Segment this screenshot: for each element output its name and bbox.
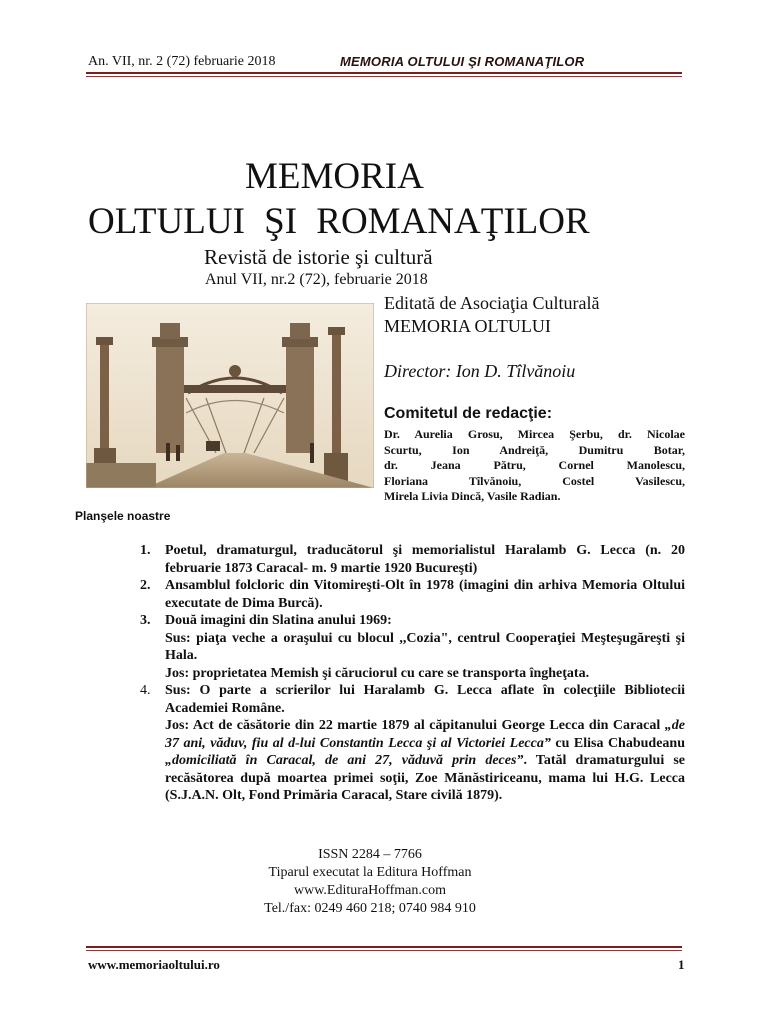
list-item-text: Sus: piaţa veche a oraşului cu blocul ,,Cozia", centrul Cooperaţiei Meşteşugăreşti şi Hala. xyxy=(165,630,685,663)
list-item-number: 4. xyxy=(140,683,151,698)
list-item-text: Sus: O parte a scrierilor lui Haralamb G. Lecca aflate în colecţiile Bibliotecii Academiei Române. xyxy=(165,683,685,716)
deed-text: Jos: Act de căsătorie din 22 martie 1879 al căpitanului George Lecca din Caracal xyxy=(165,718,665,733)
page-number: 1 xyxy=(678,957,685,972)
header-rule xyxy=(86,72,682,74)
bridge-photo xyxy=(86,303,374,488)
deed-text: . Tatăl dramaturgului se recăsătorea după moartea primei soţii, Zoe Mănăstiriceanu, mama lui H.G. Lecca (S.J.A.N. Olt, Fond Primăria Caracal, Stare civilă 1879). xyxy=(165,753,685,803)
list-item xyxy=(140,577,685,612)
issn: ISSN 2284 – 7766 xyxy=(318,847,422,862)
committee-line: Floriana Tîlvănoiu, Costel Vasilescu, xyxy=(384,473,685,488)
committee-line: Mirela Livia Dincă, Vasile Radian. xyxy=(384,489,561,504)
list-item-text: Poetul, dramaturgul, traducătorul şi memorialistul Haralamb G. Lecca (n. 20 februarie 1873 Caracal- m. 9 martie 1920 Bucureşti) xyxy=(165,543,685,576)
printer-phone: Tel./fax: 0249 460 218; 0740 984 910 xyxy=(264,901,476,916)
masthead-subtitle: Revistă de istorie şi cultură xyxy=(204,245,433,269)
publisher-info xyxy=(384,292,599,338)
masthead-issue-line: Anul VII, nr.2 (72), februarie 2018 xyxy=(205,271,428,288)
printer-website[interactable]: www.EdituraHoffman.com xyxy=(293,883,447,898)
director-line: Director: Ion D. Tîlvănoiu xyxy=(384,361,576,381)
deed-quote: „de 37 ani, văduv, fiu al d-lui Constantin Lecca şi al Victoriei Lecca” xyxy=(165,718,685,751)
header-rule-thin xyxy=(86,76,682,77)
masthead-title-line2: OLTULUI ŞI ROMANAŢILOR xyxy=(88,201,590,242)
footer-rule-thin xyxy=(86,950,682,951)
publisher-line2: MEMORIA OLTULUI xyxy=(384,316,551,336)
list-item-text xyxy=(165,717,685,805)
list-item xyxy=(140,542,685,577)
committee-members xyxy=(384,427,685,505)
list-item-number: 3. xyxy=(140,613,151,628)
colophon xyxy=(200,846,540,918)
deed-text: cu Elisa Chabudeanu xyxy=(550,735,685,751)
deed-quote: „domiciliată în Caracal, de ani 27, văduvă prin deces” xyxy=(165,753,524,768)
list-item xyxy=(140,682,685,805)
publisher-line1: Editată de Asociaţia Culturală xyxy=(384,293,600,313)
masthead-title-line1: MEMORIA xyxy=(245,156,424,197)
committee-line: dr. Jeana Pătru, Cornel Manolescu, xyxy=(384,458,685,473)
running-header-journal: MEMORIA OLTULUI ŞI ROMANAŢILOR xyxy=(340,54,585,69)
committee-line: Scurtu, Ion Andreiţă, Dumitru Botar, xyxy=(384,442,685,457)
plates-list xyxy=(140,542,685,805)
list-item-number: 2. xyxy=(140,578,151,593)
footer-url[interactable]: www.memoriaoltului.ro xyxy=(88,957,220,972)
list-item-text: Ansamblul folcloric din Vitomireşti-Olt în 1978 (imagini din arhiva Memoria Oltului executate de Dima Burcă). xyxy=(165,578,685,611)
list-item xyxy=(140,612,685,682)
printer: Tiparul executat la Editura Hoffman xyxy=(268,865,472,880)
list-item-text: Două imagini din Slatina anului 1969: xyxy=(165,613,392,628)
footer-rule xyxy=(86,946,682,948)
list-item-text: Jos: proprietatea Memish şi căruciorul cu care se transporta îngheţata. xyxy=(165,665,590,681)
committee-line: Dr. Aurelia Grosu, Mircea Şerbu, dr. Nicolae xyxy=(384,427,685,441)
running-header-issue: An. VII, nr. 2 (72) februarie 2018 xyxy=(88,54,276,69)
committee-heading: Comitetul de redacţie: xyxy=(384,405,553,422)
plates-heading: Planşele noastre xyxy=(75,509,171,523)
list-item-number: 1. xyxy=(140,543,151,558)
